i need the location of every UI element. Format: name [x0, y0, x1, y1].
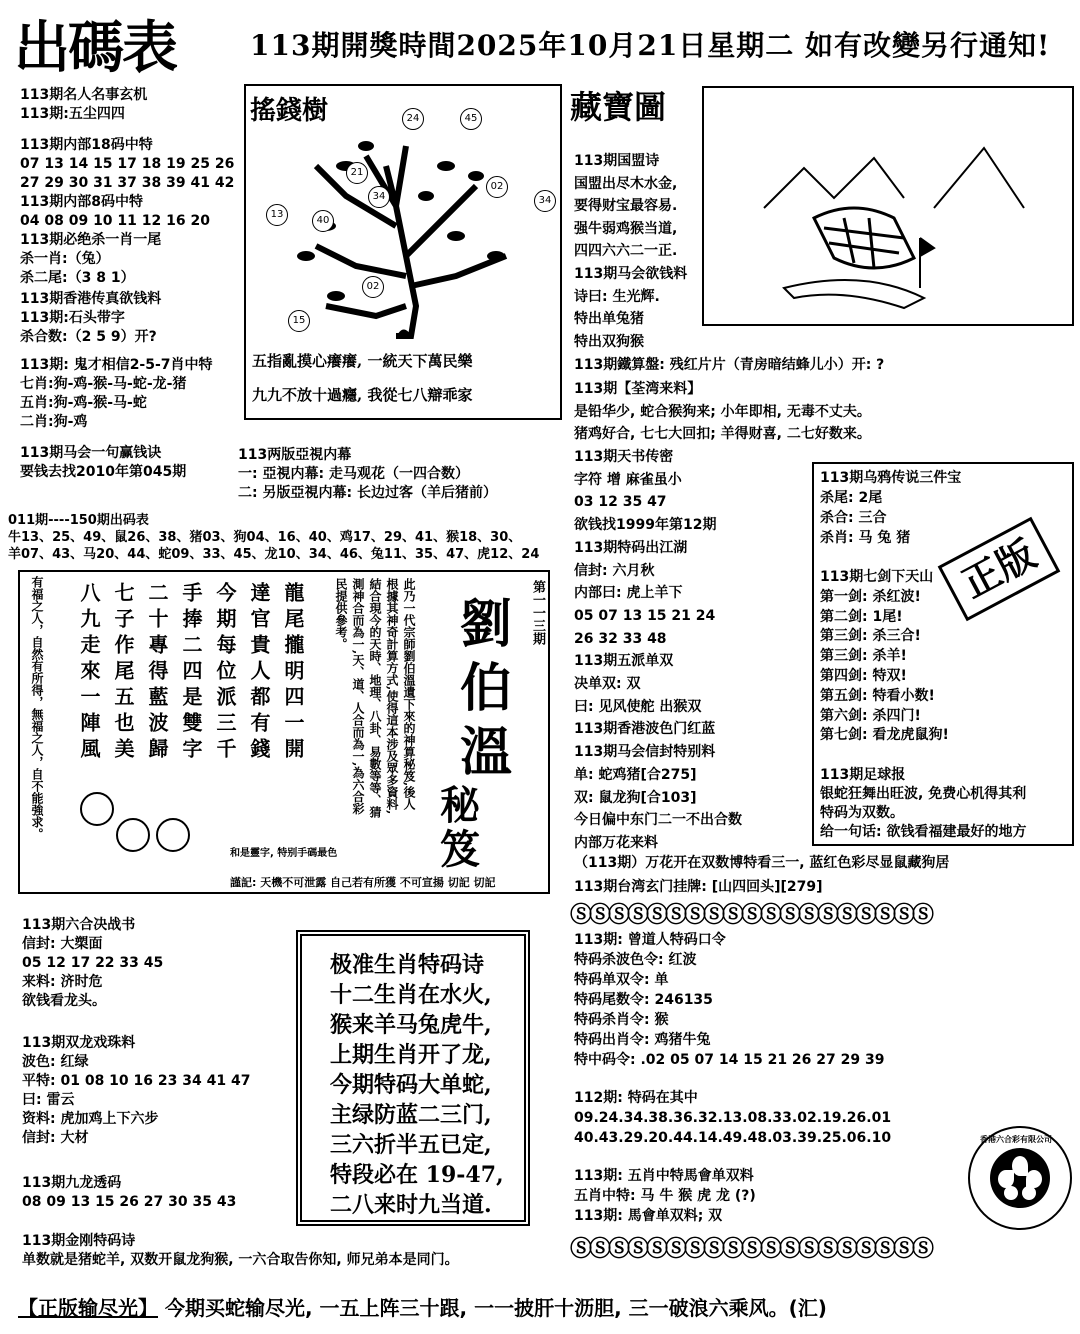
liu-secret: 秘笈	[440, 783, 480, 873]
zuqiu-block: 113期足球报 银蛇狂舞出旺波, 免费心机得其利 特码为双数。 给一句话: 欲钱看福建最好的地方	[820, 767, 1027, 840]
liu-verse-grid: 龍尾攏明四一開 達官貴人都有錢 今期每位派三千 手捧二四是雙字 二十專得藍波歸 七子作尾五也美 八九走來一陣風	[77, 582, 305, 764]
treasure-map-title: 藏寶圖	[570, 88, 667, 126]
money-tree-panel	[244, 84, 562, 420]
emblem-ring-text: 香港六合彩有限公司	[980, 1135, 1052, 1144]
inner18-block: 113期内部18码中特 07 13 14 15 17 18 19 25 26 27 29 30 31 37 38 39 41 42 113期内部8码中特 04 08 09 10 11 12 16 20 113期必绝杀一肖一尾 杀一肖:（兔） 杀二尾:（3 8 1）	[20, 137, 235, 286]
bauhinia-flower-icon	[990, 1148, 1050, 1208]
zeng-block: 113期: 曾道人特码口令 特码杀波色令: 红波 特码单双令: 单 特码尾数令: 246135 特码杀肖令: 猴 特码出肖令: 鸡猪牛兔 特中码令: .02 05 07 14 15 21 26 27 29 39	[574, 932, 885, 1068]
qijian-block: 113期七剑下天山 第一剑: 杀红波! 第二剑: 1尾! 第三剑: 杀三合! 第三剑: 杀羊! 第四剑: 特双! 第五剑: 特看小数! 第六剑: 杀四门! 第七剑: 看龙虎鼠狗!	[820, 569, 949, 744]
treasure-map-illustration	[702, 86, 1074, 326]
p112-block: 112期: 特码在其中 09.24.34.38.36.32.13.08.33.02.19.26.01 40.43.29.20.44.14.49.48.03.39.25.06.10	[574, 1090, 892, 1146]
coin-34b: 34	[534, 190, 556, 212]
coin-15: 15	[288, 310, 310, 332]
liu-small-note: 和是靈字, 特别手碼最色	[230, 848, 338, 859]
money-tree-title: 搖錢樹	[250, 96, 329, 126]
money-tree-illustration	[246, 106, 560, 346]
liu-side-text: 有福之人，自然有所得，無福之人，自不能強求。	[30, 576, 44, 840]
tree-verse-1: 五指亂摸心癢癢, 一統天下萬民樂	[252, 352, 473, 370]
coin-02b: 02	[362, 276, 384, 298]
wuxiao-block: 113期: 五肖中特馬會单双料 五肖中特: 马 牛 猴 虎 龙 (?) 113期: 馬會单双料; 双	[574, 1168, 756, 1224]
jiulong-block: 113期九龙透码 08 09 13 15 26 27 30 35 43	[22, 1175, 237, 1210]
coin-24: 24	[402, 108, 424, 130]
wanhua-line: （113期）万花开在双数博特看三一, 蓝红色彩尽显鼠藏狗居	[574, 855, 950, 871]
treasure-map-text: 113期国盟诗 国盟出尽木水金, 要得财宝最容易. 强牛弱鸡猴当道, 四四六六二一正. 113期马会欲钱料 诗曰: 生光辉. 特出单兔猪 特出双狗猴	[574, 153, 688, 350]
page-logo: 出碼表	[14, 16, 176, 81]
taiwan-line: 113期台湾玄门挂牌: [山四回头][279]	[574, 879, 823, 895]
wave-divider-top: ⓈⓈⓈⓈⓈⓈⓈⓈⓈⓈⓈⓈⓈⓈⓈⓈⓈⓈⓈ	[570, 903, 932, 928]
mingren-block: 113期名人名事玄机 113期:五尘四四	[20, 87, 148, 122]
wuya-block: 113期乌鸦传说三件宝 杀尾: 2尾 杀合: 三合 杀肖: 马 兔 猪	[820, 470, 962, 546]
liu-prose: 此乃一代宗師劉伯溫遺下來的神算秘笈,後人根據其神奇計算方式,使得這本涉及眾多資料,結合現今的天時、地理、八卦、易數等等、猜測神合而為一,天、道、人合而為一,為六合彩民提供參考。	[334, 578, 416, 818]
liu-footer: 謹記: 天機不可泄露 自己若有所獲 不可宣揚 切記 切記	[230, 876, 496, 889]
liu-name-1: 劉	[460, 595, 513, 655]
bagua-decor	[80, 792, 200, 852]
authentic-stamp: 正版	[938, 517, 1061, 622]
coin-40: 40	[312, 210, 334, 232]
mahui-block: 113期马会一句赢钱诀 要钱去找2010年第045期	[20, 445, 187, 480]
footer-text: 今期买蛇输尽光, 一五上阵三十跟, 一一披肝十沥胆, 三一破浪六乘风。(汇)	[164, 1296, 827, 1320]
liu-name-3: 溫	[460, 723, 513, 783]
liuhe-block: 113期六合决战书 信封: 大槊面 05 12 17 22 33 45 来料: 济时危 欲钱看龙头。	[22, 917, 164, 1009]
jingang-block: 113期金刚特码诗 单数就是猪蛇羊, 双数开鼠龙狗猴, 一六合取告你知, 师兄弟本是同门。	[22, 1233, 459, 1268]
quanwan-block: 113期【荃湾来料】 是铅华少, 蛇合猴狗来; 小年即相, 无毒不丈夫。 猪鸡好合, 七七大回扣; 羊得财喜, 二七好数来。	[574, 381, 871, 443]
hk-fax-block: 113期香港传真欲钱料 113期:石头带字 杀合数:（2 5 9）开?	[20, 291, 162, 345]
wave-divider-bottom: ⓈⓈⓈⓈⓈⓈⓈⓈⓈⓈⓈⓈⓈⓈⓈⓈⓈⓈⓈ	[570, 1237, 932, 1262]
tianshu-block: 113期天书传密 字符 增 麻雀虽小 03 12 35 47 欲钱找1999年第12期 113期特码出江湖 信封: 六月秋 内部曰: 虎上羊下 05 07 13 15 21 24 26 32 33 48 113期五派单双 决单双: 双 曰: 见风使舵 出猴双 113期香港波色门红蓝 113期马会信封特别料 单: 蛇鸡猪[合275] 双: 鼠龙狗[合103] 今日偏中东门二一不出合数 内部万花来料	[574, 449, 742, 851]
guicai-block: 113期: 鬼才相信2-5-7肖中特 七肖:狗-鸡-猴-马-蛇-龙-猪 五肖:狗-鸡-猴-马-蛇 二肖:狗-鸡	[20, 357, 213, 430]
footer-line	[18, 1292, 827, 1321]
wuya-panel	[812, 462, 1074, 846]
coin-21: 21	[346, 162, 368, 184]
liu-bowen-panel	[18, 570, 550, 894]
liu-name-2: 伯	[460, 659, 513, 719]
yashi-block: 113两版亞視内幕 一: 亞視内幕: 走马观花（一四合数） 二: 另版亞視内幕: 长边过客（羊后猪前）	[238, 447, 497, 501]
coin-34a: 34	[368, 186, 390, 208]
zodiac-range-block: 011期----150期出码表 牛13、25、49、鼠26、38、猪03、狗04、16、40、鸡17、29、41、猴18、30、 羊07、43、马20、44、蛇09、33、45、龙10、34、46、兔11、35、47、虎12、24	[8, 513, 540, 562]
coin-45: 45	[460, 108, 482, 130]
tiesuan-line: 113期鐵算盤: 残红片片（青房暗结蜂儿小）开: ?	[574, 357, 885, 373]
liu-period: 第一一三期	[530, 580, 545, 645]
draw-time-title: 113期開獎時間2025年10月21日星期二 如有改變另行通知!	[250, 29, 1051, 62]
poem-lines: 极准生肖特码诗 十二生肖在水火, 猴来羊马兔虎牛, 上期生肖开了龙, 今期特码大单蛇, 主绿防蓝二三门, 三六折半五已定, 特段必在 19-47, 二八来时九当道.	[330, 952, 504, 1218]
poem-panel	[296, 930, 530, 1226]
coin-02a: 02	[486, 176, 508, 198]
tree-verse-2: 九九不放十過癮, 我從七八辯乖家	[252, 386, 473, 404]
footer-tag: 【正版输尽光】	[18, 1296, 158, 1320]
bauhinia-emblem	[968, 1126, 1072, 1230]
coin-13: 13	[266, 204, 288, 226]
shuanglong-block: 113期双龙戏珠料 波色: 红绿 平特: 01 08 10 16 23 34 41 47 曰: 雷云 资料: 虎加鸡上下六步 信封: 大材	[22, 1035, 251, 1146]
